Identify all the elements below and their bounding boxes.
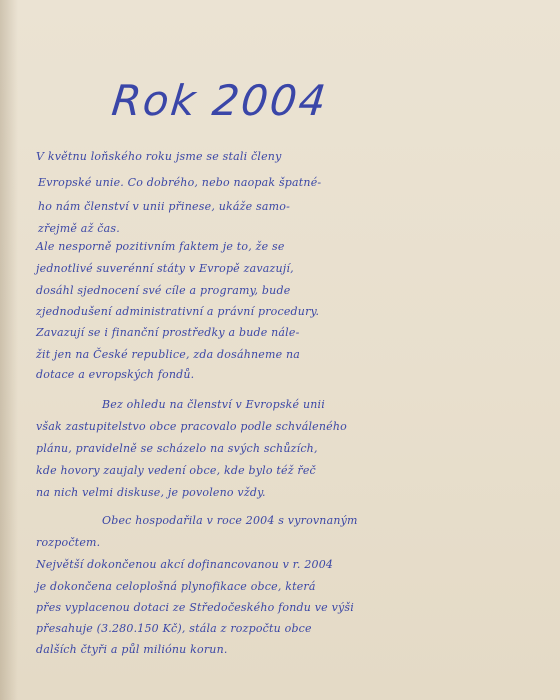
text-line: Evropské unie. Co dobrého, nebo naopak špatné- <box>38 176 322 189</box>
text-line: přesahuje (3.280.150 Kč), stála z rozpočtu obce <box>36 622 312 635</box>
text-line: ho nám členství v unii přinese, ukáže samo- <box>38 200 290 213</box>
text-line: Zavazují se i finanční prostředky a bude nále- <box>36 326 300 339</box>
text-line: je dokončena celoplošná plynofikace obce, která <box>36 580 316 593</box>
page-binding-shadow <box>0 0 18 700</box>
text-line: kde hovory zaujaly vedení obce, kde bylo též řeč <box>36 464 316 477</box>
text-line: Ale nesporně pozitivním faktem je to, že se <box>36 240 285 253</box>
text-line: na nich velmi diskuse, je povoleno vždy. <box>36 486 266 499</box>
text-line: Obec hospodařila v roce 2004 s vyrovnaným <box>102 514 358 527</box>
text-line: dotace a evropských fondů. <box>36 368 195 381</box>
text-line: Bez ohledu na členství v Evropské unii <box>102 398 325 411</box>
text-line: V květnu loňského roku jsme se stali členy <box>36 150 282 163</box>
text-line: Největší dokončenou akcí dofinancovanou v r. 2004 <box>36 558 334 571</box>
text-line: plánu, pravidelně se scházelo na svých schůzích, <box>36 442 318 455</box>
text-line: jednotlivé suverénní státy v Evropě zavazují, <box>36 262 294 275</box>
text-line: rozpočtem. <box>36 536 101 549</box>
text-line: však zastupitelstvo obce pracovalo podle schváleného <box>36 420 347 433</box>
page-title: Rok 2004 <box>109 76 331 125</box>
text-line: zřejmě až čas. <box>38 222 120 235</box>
text-line: dosáhl sjednocení své cíle a programy, bude <box>36 284 291 297</box>
text-line: zjednodušení administrativní a právní procedury. <box>36 305 320 318</box>
text-line: přes vyplacenou dotaci ze Středočeského fondu ve výši <box>36 601 354 614</box>
text-line: dalších čtyři a půl miliónu korun. <box>36 643 228 656</box>
text-line: žit jen na České republice, zda dosáhneme na <box>36 348 301 361</box>
